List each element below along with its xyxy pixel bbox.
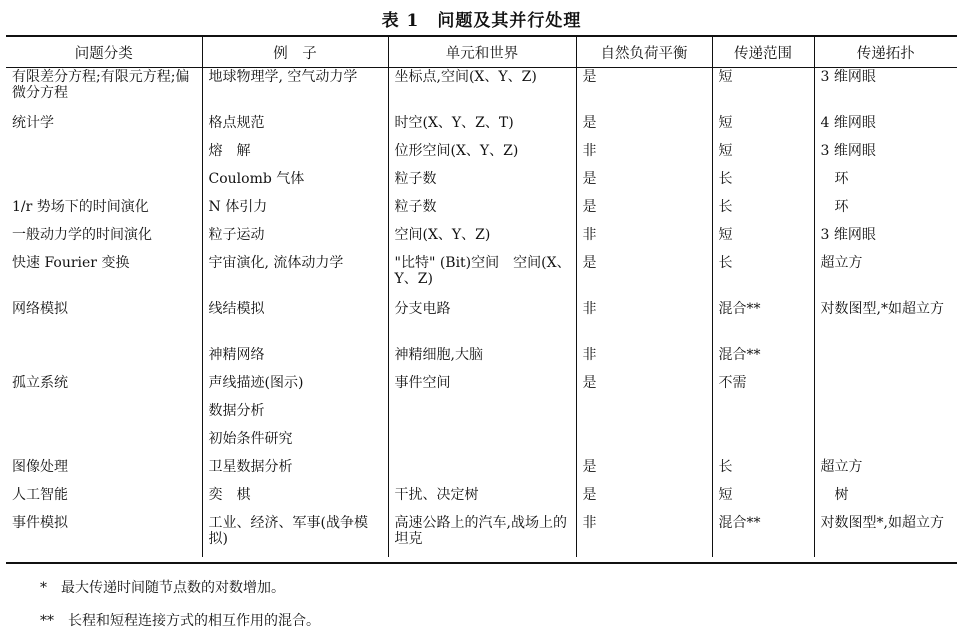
cell-units bbox=[388, 457, 576, 485]
table-row bbox=[6, 253, 957, 299]
cell-units: 位形空间(X、Y、Z) bbox=[388, 141, 576, 169]
cell-category: 人工智能 bbox=[12, 487, 68, 503]
table-body bbox=[6, 67, 957, 557]
cell-example: N 体引力 bbox=[202, 197, 388, 225]
cell-units: 坐标点,空间(X、Y、Z) bbox=[388, 67, 576, 113]
table-row bbox=[6, 485, 957, 513]
cell-range bbox=[712, 429, 814, 457]
cell-topology: 环 bbox=[814, 169, 957, 197]
cell-example: 初始条件研究 bbox=[202, 429, 388, 457]
cell-example: 线结模拟 bbox=[202, 299, 388, 345]
column-header-units: 单元和世界 bbox=[388, 37, 576, 67]
parallel-processing-table bbox=[6, 37, 957, 557]
cell-category bbox=[6, 169, 202, 197]
cell-units: 粒子数 bbox=[388, 197, 576, 225]
table-row bbox=[6, 457, 957, 485]
cell-range: 混合** bbox=[712, 345, 814, 373]
cell-topology: 树 bbox=[814, 485, 957, 513]
cell-example: Coulomb 气体 bbox=[202, 169, 388, 197]
table-row bbox=[6, 401, 957, 429]
cell-range: 短 bbox=[712, 67, 814, 113]
cell-range: 长 bbox=[712, 253, 814, 299]
cell-topology: 3 维网眼 bbox=[814, 225, 957, 253]
cell-topology: 超立方 bbox=[814, 253, 957, 299]
cell-units bbox=[388, 401, 576, 429]
column-header-example: 例 子 bbox=[202, 37, 388, 67]
cell-category: 有限差分方程;有限元方程;偏微分方程 bbox=[12, 69, 190, 101]
cell-topology: 3 维网眼 bbox=[814, 141, 957, 169]
cell-range: 短 bbox=[712, 485, 814, 513]
cell-category: 孤立系统 bbox=[12, 375, 68, 391]
cell-example: 粒子运动 bbox=[202, 225, 388, 253]
cell-category bbox=[6, 401, 202, 429]
cell-balance: 非 bbox=[576, 141, 712, 169]
cell-range: 混合** bbox=[712, 513, 814, 557]
cell-range: 长 bbox=[712, 169, 814, 197]
cell-category: 一般动力学的时间演化 bbox=[12, 227, 152, 243]
cell-topology: 环 bbox=[814, 197, 957, 225]
table-row bbox=[6, 197, 957, 225]
table-header-row bbox=[6, 37, 957, 67]
cell-category bbox=[6, 429, 202, 457]
cell-category: 1/r 势场下的时间演化 bbox=[12, 199, 149, 215]
cell-balance: 是 bbox=[576, 67, 712, 113]
cell-topology bbox=[814, 429, 957, 457]
cell-category: 图像处理 bbox=[12, 459, 68, 475]
cell-balance: 是 bbox=[576, 113, 712, 141]
cell-units: 时空(X、Y、Z、T) bbox=[388, 113, 576, 141]
cell-example: 格点规范 bbox=[202, 113, 388, 141]
cell-category: 统计学 bbox=[12, 115, 54, 131]
cell-balance: 非 bbox=[576, 225, 712, 253]
table-row bbox=[6, 373, 957, 401]
column-header-range: 传递范围 bbox=[712, 37, 814, 67]
cell-category bbox=[6, 141, 202, 169]
table-row bbox=[6, 141, 957, 169]
cell-category: 事件模拟 bbox=[12, 515, 68, 531]
cell-balance bbox=[576, 401, 712, 429]
cell-units: 空间(X、Y、Z) bbox=[388, 225, 576, 253]
cell-range bbox=[712, 401, 814, 429]
cell-topology: 4 维网眼 bbox=[814, 113, 957, 141]
table-row bbox=[6, 429, 957, 457]
cell-units: 事件空间 bbox=[388, 373, 576, 401]
column-header-category: 问题分类 bbox=[74, 45, 133, 62]
table-row bbox=[6, 225, 957, 253]
cell-topology bbox=[814, 345, 957, 373]
cell-example: 神精网络 bbox=[202, 345, 388, 373]
cell-balance: 是 bbox=[576, 253, 712, 299]
cell-balance: 是 bbox=[576, 457, 712, 485]
column-header-topology: 传递拓扑 bbox=[814, 37, 957, 67]
cell-topology bbox=[814, 373, 957, 401]
table-row bbox=[6, 113, 957, 141]
footnotes bbox=[40, 572, 320, 638]
cell-example: 卫星数据分析 bbox=[202, 457, 388, 485]
cell-units: 高速公路上的汽车,战场上的坦克 bbox=[388, 513, 576, 557]
cell-balance: 是 bbox=[576, 373, 712, 401]
column-header-balance: 自然负荷平衡 bbox=[576, 37, 712, 67]
cell-range: 混合** bbox=[712, 299, 814, 345]
cell-units bbox=[388, 429, 576, 457]
cell-example: 数据分析 bbox=[202, 401, 388, 429]
table-bottom-rule bbox=[6, 562, 957, 564]
table-row bbox=[6, 169, 957, 197]
cell-range: 长 bbox=[712, 457, 814, 485]
cell-example: 声线描迹(图示) bbox=[202, 373, 388, 401]
cell-balance bbox=[576, 429, 712, 457]
cell-example: 地球物理学, 空气动力学 bbox=[202, 67, 388, 113]
cell-category: 网络模拟 bbox=[12, 301, 68, 317]
cell-example: 工业、经济、军事(战争模拟) bbox=[202, 513, 388, 557]
cell-topology: 对数图型*,如超立方 bbox=[814, 513, 957, 557]
cell-example: 奕 棋 bbox=[202, 485, 388, 513]
cell-topology: 对数图型,*如超立方 bbox=[814, 299, 957, 345]
cell-range: 短 bbox=[712, 225, 814, 253]
table-row bbox=[6, 67, 957, 113]
cell-balance: 是 bbox=[576, 197, 712, 225]
cell-units: 粒子数 bbox=[388, 169, 576, 197]
cell-balance: 非 bbox=[576, 299, 712, 345]
cell-topology: 超立方 bbox=[814, 457, 957, 485]
cell-balance: 是 bbox=[576, 485, 712, 513]
table-title: 表 1 问题及其并行处理 bbox=[381, 11, 582, 31]
cell-units: 神精细胞,大脑 bbox=[388, 345, 576, 373]
footnote: ** 长程和短程连接方式的相互作用的混合。 bbox=[40, 613, 320, 629]
cell-example: 宇宙演化, 流体动力学 bbox=[202, 253, 388, 299]
cell-topology: 3 维网眼 bbox=[814, 67, 957, 113]
cell-units: 干扰、决定树 bbox=[388, 485, 576, 513]
cell-category: 快速 Fourier 变换 bbox=[12, 255, 130, 271]
table-row bbox=[6, 345, 957, 373]
cell-range: 长 bbox=[712, 197, 814, 225]
cell-balance: 非 bbox=[576, 345, 712, 373]
cell-example: 熔 解 bbox=[202, 141, 388, 169]
cell-units: "比特" (Bit)空间 空间(X、Y、Z) bbox=[388, 253, 576, 299]
cell-units: 分支电路 bbox=[388, 299, 576, 345]
table-row bbox=[6, 513, 957, 557]
cell-topology bbox=[814, 401, 957, 429]
cell-range: 不需 bbox=[712, 373, 814, 401]
table-row bbox=[6, 299, 957, 345]
footnote: * 最大传递时间随节点数的对数增加。 bbox=[40, 580, 285, 596]
cell-range: 短 bbox=[712, 113, 814, 141]
cell-balance: 非 bbox=[576, 513, 712, 557]
cell-balance: 是 bbox=[576, 169, 712, 197]
cell-category bbox=[6, 345, 202, 373]
cell-range: 短 bbox=[712, 141, 814, 169]
